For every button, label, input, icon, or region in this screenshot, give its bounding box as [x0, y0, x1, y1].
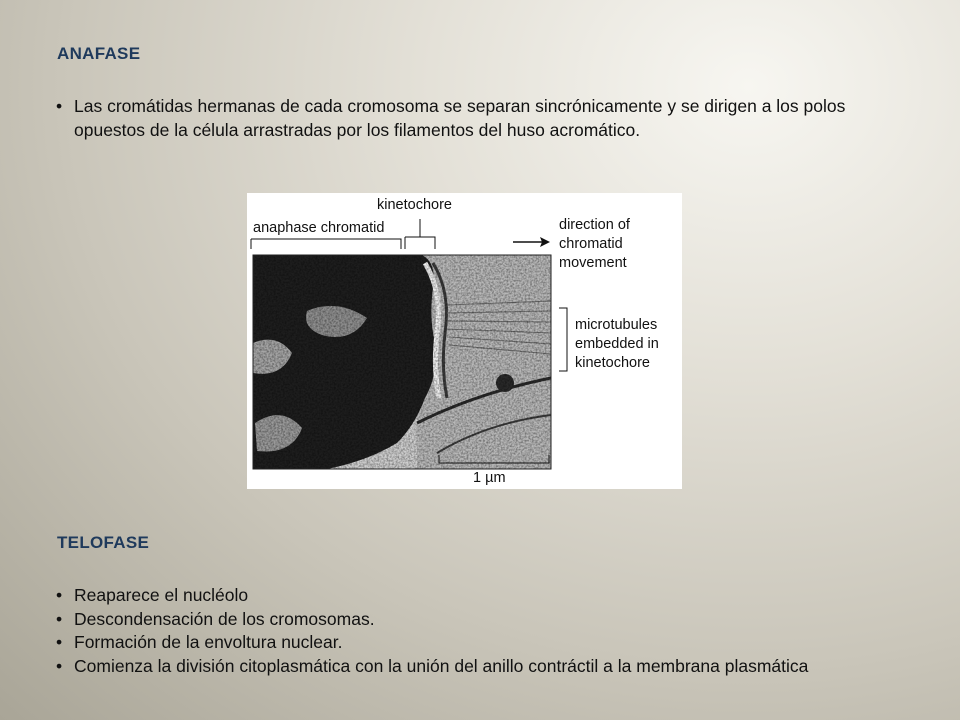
bullet-dot: •	[56, 96, 63, 116]
label-microtubules-1: microtubules	[575, 317, 658, 333]
anafase-bullet-list	[56, 95, 906, 142]
anafase-bullet-text: Las cromátidas hermanas de cada cromosoma se separan sincrónicamente y se dirigen a los polos opuestos de la célula arrastradas por los filamentos del huso acromático.	[74, 96, 846, 140]
anafase-heading: ANAFASE	[57, 44, 141, 63]
telofase-bullet-list	[56, 584, 906, 678]
telofase-bullet-text: Comienza la división citoplasmática con la unión del anillo contráctil a la membrana plasmática	[74, 655, 809, 676]
telofase-bullet	[56, 584, 906, 608]
chromatid-bracket	[251, 239, 401, 249]
telofase-bullet-text: Formación de la envoltura nuclear.	[74, 632, 343, 652]
telofase-bullet-text: Descondensación de los cromosomas.	[74, 608, 375, 629]
label-direction-1: direction of	[559, 217, 630, 233]
telofase-bullet-text: Reaparece el nucléolo	[74, 585, 249, 605]
kinetochore-bracket	[405, 219, 435, 249]
label-kinetochore: kinetochore	[377, 197, 452, 213]
telofase-bullet	[56, 631, 906, 655]
bullet-dot: •	[56, 585, 63, 605]
label-scale: 1 µm	[473, 470, 506, 486]
bullet-dot: •	[56, 608, 63, 629]
label-direction-2: chromatid	[559, 236, 623, 252]
telofase-heading: TELOFASE	[57, 533, 150, 552]
microtubules-bracket	[559, 308, 567, 371]
telofase-bullet	[56, 655, 906, 679]
telofase-bullet	[56, 608, 906, 632]
micrograph-svg	[247, 193, 682, 489]
bullet-dot: •	[56, 655, 63, 676]
anafase-bullet	[56, 95, 906, 142]
anaphase-micrograph-figure	[247, 193, 682, 489]
label-anaphase-chromatid: anaphase chromatid	[253, 220, 385, 236]
label-microtubules-3: kinetochore	[575, 355, 650, 371]
bullet-dot: •	[56, 632, 63, 652]
micrograph-image	[253, 255, 551, 469]
label-direction-3: movement	[559, 255, 627, 271]
label-microtubules-2: embedded in	[575, 336, 659, 352]
